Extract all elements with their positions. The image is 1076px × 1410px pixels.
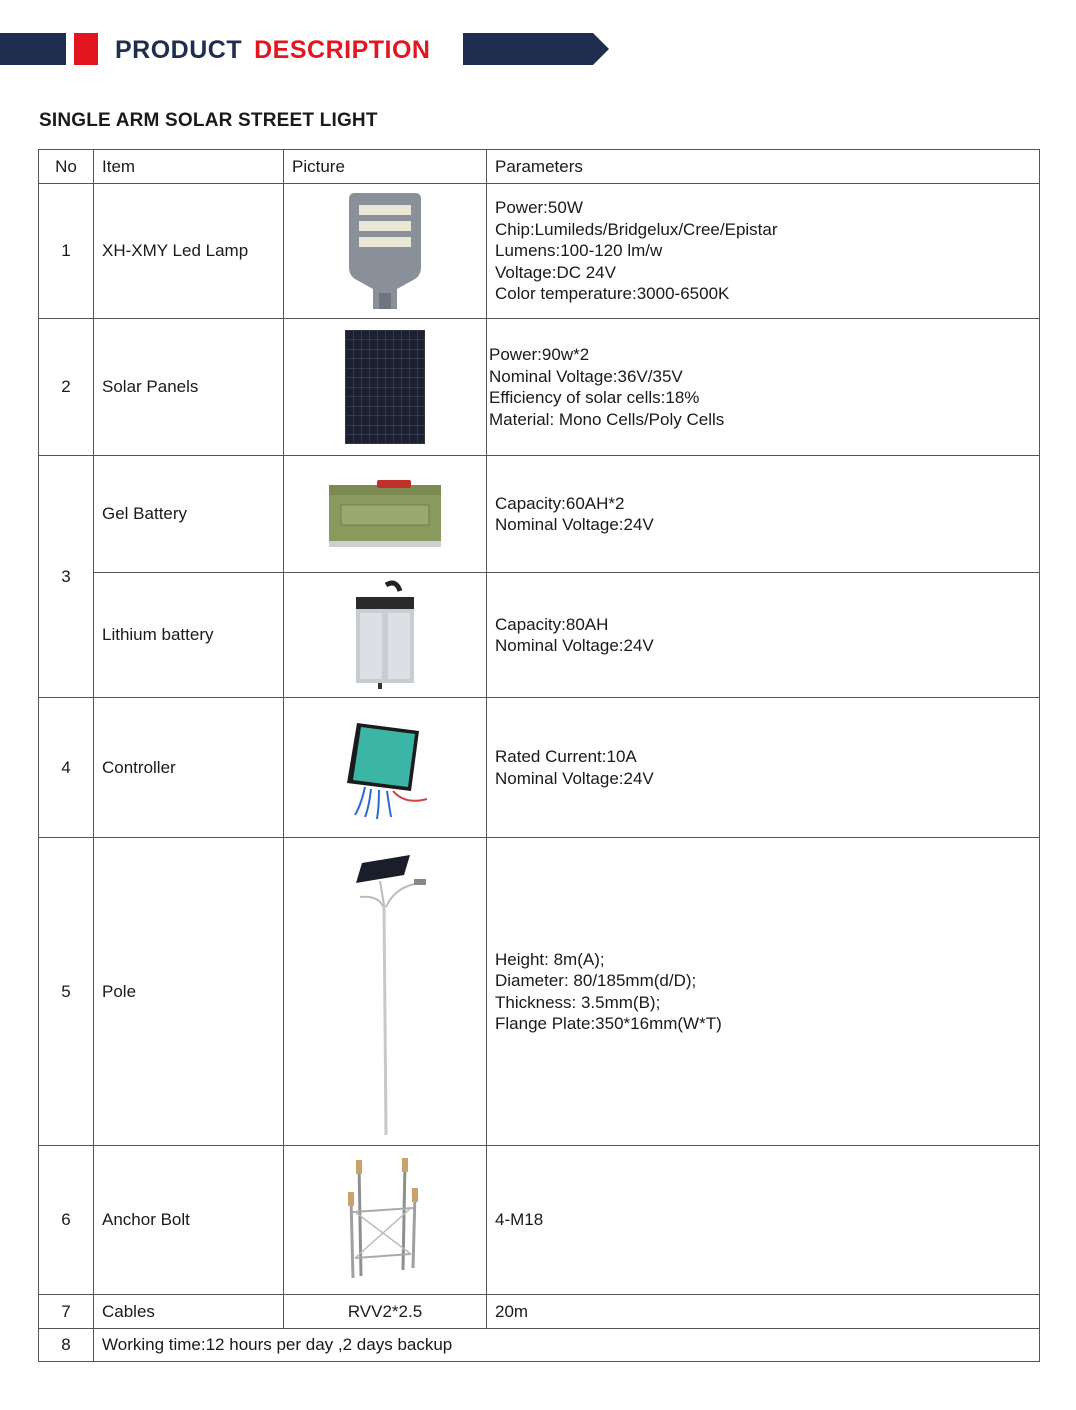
param-line: Flange Plate:350*16mm(W*T) (495, 1014, 722, 1033)
table-row (39, 1146, 1040, 1295)
header-no: No (39, 150, 94, 184)
param-line: Efficiency of solar cells:18% (489, 388, 700, 407)
param-line: Nominal Voltage:24V (495, 515, 654, 534)
banner-title (115, 33, 430, 65)
banner-title-word1: PRODUCT (115, 36, 243, 64)
header-picture: Picture (284, 150, 487, 184)
table-row (39, 1295, 1040, 1329)
header-item: Item (94, 150, 284, 184)
table-row (39, 838, 1040, 1146)
table-row (39, 184, 1040, 319)
param-line: Nominal Voltage:24V (495, 768, 654, 788)
pole-image (340, 845, 430, 1139)
spec-table (38, 149, 1040, 1362)
param-line: Rated Current:10A (495, 747, 637, 766)
header-parameters: Parameters (487, 150, 1040, 184)
anchor-bolt-image (345, 1158, 425, 1282)
param-line: 20m (487, 1295, 1040, 1329)
row-no: 1 (39, 184, 94, 319)
table-row (39, 456, 1040, 573)
param-line: Capacity:60AH*2 (495, 493, 625, 513)
row-item: XH-XMY Led Lamp (94, 184, 284, 319)
solar-panel-image (345, 330, 425, 444)
row-item: Lithium battery (94, 573, 284, 698)
param-line: Color temperature:3000-6500K (495, 284, 730, 304)
banner-navy-bar (0, 33, 66, 65)
param-line: Thickness: 3.5mm(B); (495, 992, 661, 1012)
param-line: Material: Mono Cells/Poly Cells (489, 409, 725, 429)
param-line: Capacity:80AH (495, 614, 609, 634)
table-row (39, 698, 1040, 838)
param-line: Diameter: 80/185mm(d/D); (495, 971, 697, 990)
row-item: Anchor Bolt (94, 1146, 284, 1295)
lithium-battery-image (350, 579, 420, 691)
param-line: Power:90w*2 (489, 345, 590, 364)
row-item: Working time:12 hours per day ,2 days backup (94, 1329, 1040, 1362)
row-no: 7 (39, 1295, 94, 1329)
row-no: 6 (39, 1146, 94, 1295)
banner-red-bar (74, 33, 98, 65)
param-line: Height: 8m(A); (495, 949, 605, 969)
param-line: Nominal Voltage:36V/35V (489, 366, 683, 386)
document-title: SINGLE ARM SOLAR STREET LIGHT (39, 110, 378, 131)
param-line: 4-M18 (495, 1210, 544, 1230)
row-item: Pole (94, 838, 284, 1146)
row-item: Gel Battery (94, 456, 284, 573)
row-item: Solar Panels (94, 319, 284, 456)
banner-arrow-bar (463, 33, 609, 65)
led-lamp-image (345, 189, 425, 313)
controller-image (335, 715, 435, 821)
banner-title-word2: DESCRIPTION (254, 36, 431, 64)
table-row (39, 1329, 1040, 1362)
row-picture-text: RVV2*2.5 (284, 1295, 487, 1329)
header-banner (0, 0, 1076, 100)
row-no: 5 (39, 838, 94, 1146)
row-item: Controller (94, 698, 284, 838)
table-header-row (39, 150, 1040, 184)
row-no: 3 (39, 456, 94, 698)
row-no: 8 (39, 1329, 94, 1362)
row-no: 2 (39, 319, 94, 456)
gel-battery-image (327, 479, 443, 549)
param-line: Lumens:100-120 lm/w (495, 241, 663, 261)
table-row (39, 319, 1040, 456)
param-line: Power:50W (495, 198, 583, 218)
param-line: Nominal Voltage:24V (495, 636, 654, 655)
row-item: Cables (94, 1295, 284, 1329)
param-line: Voltage:DC 24V (495, 262, 616, 282)
param-line: Chip:Lumileds/Bridgelux/Cree/Epistar (495, 219, 778, 239)
row-no: 4 (39, 698, 94, 838)
table-row (39, 573, 1040, 698)
